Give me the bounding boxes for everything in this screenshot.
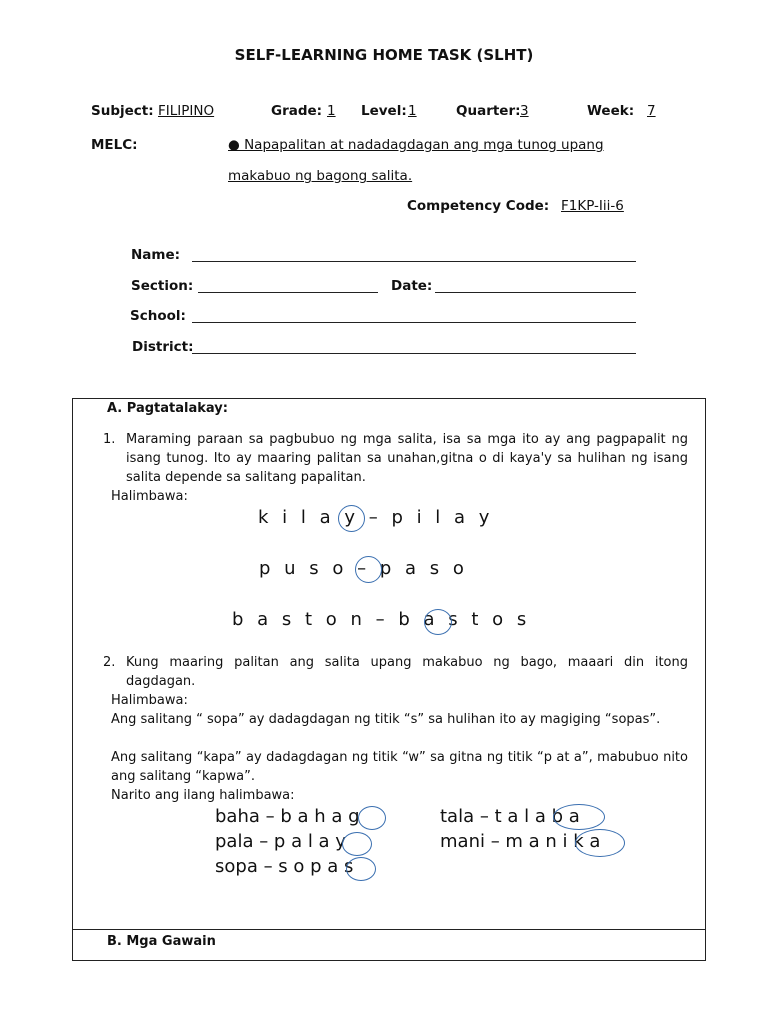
district-label: District: (132, 339, 194, 355)
halimbawa-1: Halimbawa: (111, 489, 188, 504)
paragraph-kapa: Ang salitang “kapa” ay dadagdagan ng titik “w” sa gitna ng titik “p at a”, mabubuo nito ang salitang “kapwa”. (111, 750, 688, 784)
melc-line-1: ● Napapalitan at nadadagdagan ang mga tunog upang (228, 137, 604, 153)
highlight-circle (424, 609, 452, 635)
pair-tala: tala – t a l a b a (440, 806, 580, 827)
example-kilay: k i l a y – p i l a y (258, 507, 494, 528)
competency-label: Competency Code: (407, 198, 550, 214)
date-field[interactable] (435, 292, 636, 293)
highlight-circle (342, 832, 372, 856)
section-a-heading: A. Pagtatalakay: (107, 401, 228, 416)
name-field[interactable] (192, 261, 636, 262)
section-label: Section: (131, 278, 194, 294)
district-field[interactable] (192, 353, 636, 354)
highlight-circle (355, 556, 382, 583)
melc-label: MELC: (91, 137, 138, 153)
highlight-circle (553, 804, 605, 830)
highlight-circle (346, 857, 376, 881)
grade-label: Grade: (271, 103, 323, 119)
quarter-label: Quarter: (456, 103, 521, 119)
highlight-circle (338, 505, 365, 532)
highlight-circle (358, 806, 386, 830)
pair-pala: pala – p a l a y (215, 831, 346, 852)
subject-value: FILIPINO (158, 103, 215, 119)
pair-mani: mani – m a n i k a (440, 831, 601, 852)
item-1-number: 1. (103, 432, 116, 447)
item-1-text: Maraming paraan sa pagbubuo ng mga salita, isa sa mga ito ay ang pagpapalit ng isang tunog. Ito ay maaring palitan sa unahan,gitna o di kaya'y sa hulihan ng isang salita depende sa salitang papalitan. (126, 432, 688, 485)
subject-label: Subject: (91, 103, 154, 119)
section-field[interactable] (198, 292, 378, 293)
pair-baha: baha – b a h a g (215, 806, 360, 827)
name-label: Name: (131, 247, 181, 263)
school-label: School: (130, 308, 186, 324)
week-label: Week: (587, 103, 635, 119)
level-value: 1 (408, 103, 417, 119)
page-title: SELF-LEARNING HOME TASK (SLHT) (234, 46, 534, 64)
halimbawa-2: Halimbawa: (111, 693, 188, 708)
example-puso: p u s o – p a s o (259, 558, 468, 579)
section-b-heading: B. Mga Gawain (107, 934, 216, 949)
item-2-number: 2. (103, 655, 116, 670)
school-field[interactable] (192, 322, 636, 323)
quarter-value: 3 (520, 103, 529, 119)
grade-value: 1 (327, 103, 336, 119)
example-baston: b a s t o n – b a s t o s (232, 609, 531, 630)
section-divider (72, 929, 705, 930)
date-label: Date: (391, 278, 433, 294)
narito-label: Narito ang ilang halimbawa: (111, 788, 295, 803)
week-value: 7 (647, 103, 656, 119)
competency-value: F1KP-Iii-6 (561, 198, 624, 214)
melc-line-2: makabuo ng bagong salita. (228, 168, 413, 184)
item-2-text: Kung maaring palitan ang salita upang makabuo ng bago, maaari din itong dagdagan. (126, 655, 688, 689)
pair-sopa: sopa – s o p a s (215, 856, 354, 877)
highlight-circle (575, 829, 625, 857)
level-label: Level: (361, 103, 407, 119)
paragraph-sopa: Ang salitang “ sopa” ay dadagdagan ng titik “s” sa hulihan ito ay magiging “sopas”. (111, 712, 661, 727)
